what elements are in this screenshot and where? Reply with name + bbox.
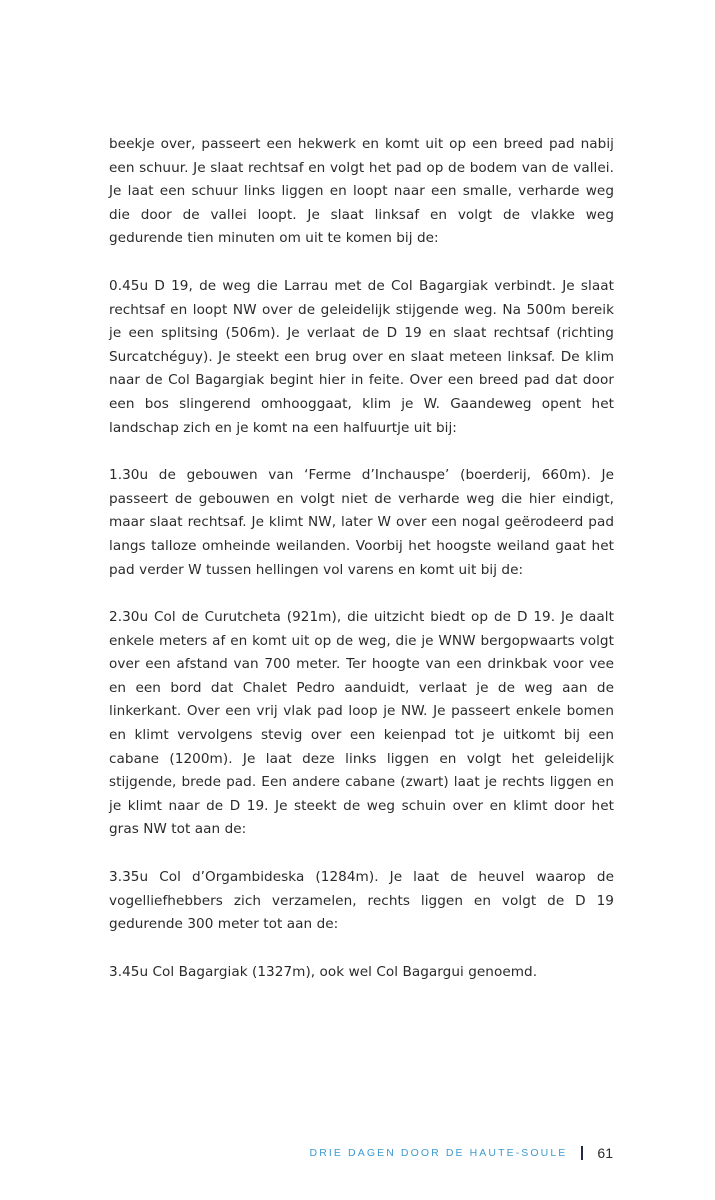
footer-divider [581,1146,583,1160]
paragraph-6: 3.45u Col Bagargiak (1327m), ook wel Col Bagargui genoemd. [109,963,538,980]
paragraph-3: 1.30u de gebouwen van ‘Ferme d’Inchauspe’ (boerderij, 660m). Je passeert de gebouwen en volgt niet de verharde weg die hier eindigt, maar slaat rechtsaf. Je klimt NW, later W over een nogal geërodeerd pad langs talloze omheinde weilanden. Voorbij het hoogste weiland gaat het pad verder W tussen hellingen vol varens en komt uit bij de: [109,467,614,578]
running-title: DRIE DAGEN DOOR DE HAUTE-SOULE [309,1147,568,1159]
page-number: 61 [597,1145,613,1161]
paragraph-1: beekje over, passeert een hekwerk en komt uit op een breed pad nabij een schuur. Je slaat rechtsaf en volgt het pad op de bodem van de vallei. Je laat een schuur links liggen en loopt naar een smalle, verharde weg die door de vallei loopt. Je slaat linksaf en volgt de vlakke weg gedurende tien minuten om uit te komen bij de: [109,136,614,247]
paragraph-4: 2.30u Col de Curutcheta (921m), die uitzicht biedt op de D 19. Je daalt enkele meters af en komt uit op de weg, die je WNW bergopwaarts volgt over een afstand van 700 meter. Ter hoogte van een drinkbak voor vee en een bord dat Chalet Pedro aanduidt, verlaat je de weg aan de linkerkant. Over een vrij vlak pad loop je NW. Je passeert enkele bomen en klimt vervolgens stevig over een keienpad tot je uitkomt bij een cabane (1200m). Je laat deze links liggen en volgt het geleidelijk stijgende, brede pad. Een andere cabane (zwart) laat je rechts liggen en je klimt naar de D 19. Je steekt de weg schuin over en klimt door het gras NW tot aan de: [109,609,614,838]
paragraph-2: 0.45u D 19, de weg die Larrau met de Col Bagargiak verbindt. Je slaat rechtsaf en loopt NW over de geleidelijk stijgende weg. Na 500m bereik je een splitsing (506m). Je verlaat de D 19 en slaat rechtsaf (richting Surcatchéguy). Je steekt een brug over en slaat meteen linksaf. De klim naar de Col Bagargiak begint hier in feite. Over een breed pad dat door een bos slingerend omhooggaat, klim je W. Gaandeweg opent het landschap zich en je komt na een halfuurtje uit bij: [109,277,614,436]
paragraph-5: 3.35u Col d’Orgambideska (1284m). Je laat de heuvel waarop de vogelliefhebbers zich verzamelen, rechts liggen en volgt de D 19 gedurende 300 meter tot aan de: [109,869,614,933]
page-footer [310,1143,613,1163]
body-text [109,133,614,984]
